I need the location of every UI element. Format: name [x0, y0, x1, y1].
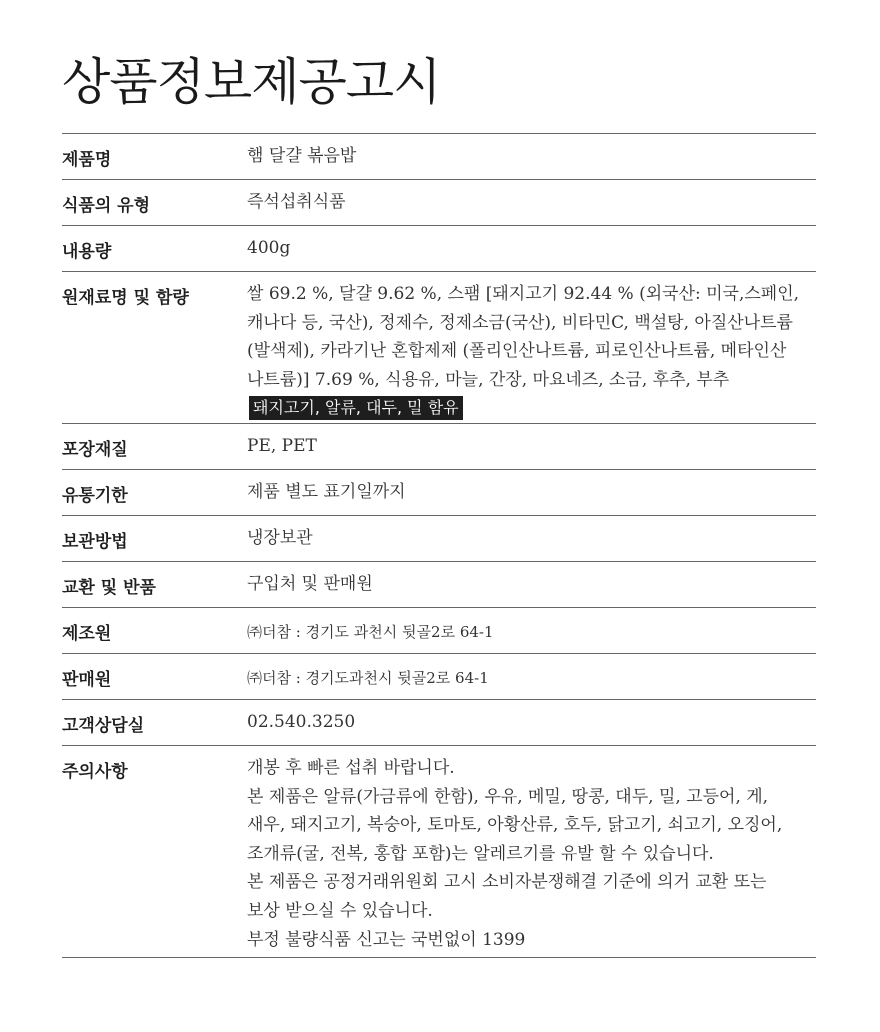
- row-value: 02.540.3250: [247, 712, 356, 732]
- row-label: 판매원: [62, 670, 112, 690]
- table-row-packaging: [62, 424, 816, 470]
- row-label: 내용량: [62, 242, 112, 262]
- table-row-net-content: [62, 226, 816, 272]
- precaution-line: 조개류(굴, 전복, 홍합 포함)는 알레르기를 유발 할 수 있습니다.: [247, 843, 714, 864]
- table-row-ingredients: [62, 272, 816, 424]
- precaution-line: 본 제품은 공정거래위원회 고시 소비자분쟁해결 기준에 의거 교환 또는: [247, 872, 767, 893]
- page-title: 상품정보제공고시: [62, 53, 441, 111]
- table-row-expiry: [62, 470, 816, 516]
- precaution-line: 보상 받으실 수 있습니다.: [247, 900, 433, 921]
- precaution-line: 부정 불량식품 신고는 국번없이 1399: [247, 929, 526, 950]
- row-value: 즉석섭취식품: [247, 192, 346, 212]
- row-label: 보관방법: [62, 532, 128, 552]
- ingredients-line: (발색제), 카라기난 혼합제제 (폴리인산나트륨, 피로인산나트륨, 메타인산: [247, 341, 787, 362]
- table-row-precautions: [62, 746, 816, 958]
- row-label: 주의사항: [62, 762, 128, 782]
- row-label: 교환 및 반품: [62, 578, 156, 598]
- table-row-product-name: [62, 134, 816, 180]
- table-row-food-type: [62, 180, 816, 226]
- row-value: 구입처 및 판매원: [247, 574, 373, 594]
- row-label: 고객상담실: [62, 716, 145, 736]
- row-value: 햄 달걀 볶음밥: [247, 146, 357, 166]
- ingredients-line: 쌀 69.2 %, 달걀 9.62 %, 스팸 [돼지고기 92.44 % (외국산: 미국,스페인,: [247, 284, 800, 304]
- row-value: PE, PET: [247, 436, 317, 456]
- precaution-line: 새우, 돼지고기, 복숭아, 토마토, 아황산류, 호두, 닭고기, 쇠고기, 오징어,: [247, 815, 783, 836]
- table-row-manufacturer: [62, 608, 816, 654]
- precautions-text: [247, 746, 816, 957]
- row-label: 유통기한: [62, 486, 128, 506]
- row-label: 식품의 유형: [62, 196, 151, 216]
- row-value: ㈜더참 : 경기도과천시 뒷골2로 64-1: [247, 669, 489, 687]
- row-value: 냉장보관: [247, 528, 313, 548]
- table-row-seller: [62, 654, 816, 700]
- row-value: ㈜더참 : 경기도 과천시 뒷골2로 64-1: [247, 623, 494, 641]
- row-label: 포장재질: [62, 440, 128, 460]
- precaution-line: 개봉 후 빠른 섭취 바랍니다.: [247, 758, 455, 778]
- table-row-storage: [62, 516, 816, 562]
- table-row-customer-service: [62, 700, 816, 746]
- row-value: 400g: [247, 238, 291, 258]
- row-label: 원재료명 및 함량: [62, 288, 189, 308]
- table-row-exchange-return: [62, 562, 816, 608]
- precaution-line: 본 제품은 알류(가금류에 한함), 우유, 메밀, 땅콩, 대두, 밀, 고등어, 게,: [247, 786, 769, 807]
- row-value: 제품 별도 표기일까지: [247, 482, 406, 502]
- allergen-badge: 돼지고기, 알류, 대두, 밀 함유: [249, 396, 463, 420]
- ingredients-text: [247, 272, 816, 423]
- ingredients-line: 나트륨)] 7.69 %, 식용유, 마늘, 간장, 마요네즈, 소금, 후추, 부추: [247, 369, 730, 390]
- row-label: 제조원: [62, 624, 112, 644]
- info-table: [62, 133, 816, 958]
- row-label: 제품명: [62, 150, 112, 170]
- ingredients-line: 캐나다 등, 국산), 정제수, 정제소금(국산), 비타민C, 백설탕, 아질산나트륨: [247, 312, 793, 333]
